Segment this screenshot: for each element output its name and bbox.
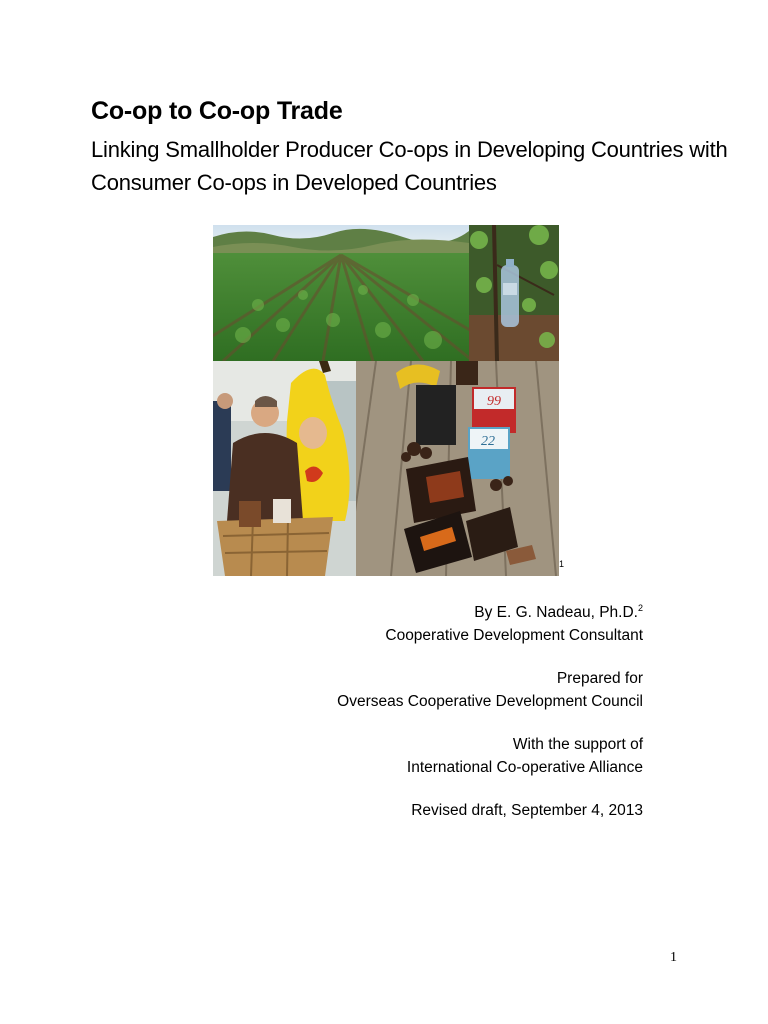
package-label-99: 99 bbox=[487, 394, 501, 409]
support-org: International Co-operative Alliance bbox=[406, 758, 643, 776]
fair-trade-products-photo bbox=[356, 361, 559, 576]
author-line bbox=[337, 602, 643, 625]
credits-block bbox=[337, 602, 643, 823]
bottle-branch-photo bbox=[469, 225, 559, 361]
page-number: 1 bbox=[670, 950, 677, 965]
package-label-22: 22 bbox=[481, 434, 495, 449]
revision-date: Revised draft, September 4, 2013 bbox=[411, 802, 643, 819]
fair-trade-products-illustration bbox=[356, 361, 559, 576]
author-footnote-marker: 2 bbox=[637, 602, 643, 613]
author-name: By E. G. Nadeau, Ph.D. bbox=[474, 604, 638, 621]
bottle-branch-illustration bbox=[469, 225, 559, 361]
banana-costume-illustration bbox=[213, 361, 356, 576]
document-subtitle: Linking Smallholder Producer Co-ops in Developing Countries with Consumer Co-ops in Developed Countries bbox=[91, 137, 728, 195]
crop-field-illustration bbox=[213, 225, 469, 361]
support-label: With the support of bbox=[512, 736, 643, 753]
prepared-for-label: Prepared for bbox=[556, 670, 643, 687]
photo-footnote-marker: 1 bbox=[559, 559, 565, 569]
prepared-for-org: Overseas Cooperative Development Council bbox=[337, 692, 643, 710]
document-title: Co-op to Co-op Trade bbox=[91, 97, 343, 125]
author-role: Cooperative Development Consultant bbox=[385, 626, 643, 644]
banana-costume-photo bbox=[213, 361, 356, 576]
crop-field-photo bbox=[213, 225, 469, 361]
cover-photo-collage bbox=[213, 225, 559, 576]
